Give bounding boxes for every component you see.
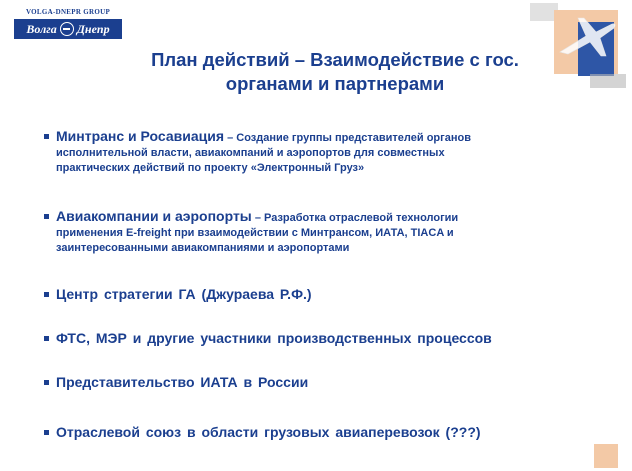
bullet-marker [44, 380, 49, 385]
bullet-heading: Авиакомпании и аэропорты [56, 208, 252, 224]
bullet-heading: Минтранс и Росавиация [56, 128, 225, 144]
bullet-text [56, 128, 604, 176]
bullet-marker [44, 430, 49, 435]
list-item [44, 374, 604, 390]
list-item [44, 330, 604, 346]
decor-square-peach-bottom [594, 444, 618, 468]
bullet-text: Центр стратегии ГА (Джураева Р.Ф.) [56, 286, 312, 302]
title-line-1: План действий – Взаимодействие с гос. [151, 49, 519, 70]
bullet-text: ФТС, МЭР и другие участники производственных процессов [56, 330, 492, 346]
logo-group-name: VOLGA-DNEPR GROUP [25, 8, 111, 16]
bullet-description-line: заинтересованными авиакомпаниями и аэропортами [56, 242, 350, 254]
bullet-description-line: исполнительной власти, авиакомпаний и аэропортов для совместных [56, 147, 445, 159]
bullet-description-line: практических действий по проекту «Электронный Груз» [56, 162, 365, 174]
logo-bar [14, 19, 122, 39]
bullet-description: – Создание группы представителей органов [224, 132, 471, 144]
list-item [44, 424, 604, 440]
bullet-marker [44, 214, 49, 219]
bullet-text: Отраслевой союз в области грузовых авиаперевозок (???) [56, 424, 481, 440]
logo-left-word: Волга [26, 21, 57, 36]
bullet-marker [44, 134, 49, 139]
logo-emblem-icon [60, 22, 74, 36]
bullet-text: Представительство ИАТА в России [56, 374, 309, 390]
bullet-marker [44, 292, 49, 297]
slide-title [110, 48, 560, 96]
list-item [44, 208, 604, 256]
bullet-description: – Разработка отраслевой технологии [251, 212, 459, 224]
title-line-2: органами и партнерами [225, 73, 445, 94]
list-item [44, 286, 604, 302]
decor-square-gray-small [590, 74, 626, 88]
bullet-text [56, 208, 604, 256]
bullet-marker [44, 336, 49, 341]
airplane-icon [556, 12, 618, 64]
logo-right-word: Днепр [76, 21, 110, 36]
list-item [44, 128, 604, 176]
bullet-description-line: применения E-freight при взаимодействии с Минтрансом, ИАТА, TIACA и [56, 227, 454, 239]
company-logo [14, 8, 122, 44]
